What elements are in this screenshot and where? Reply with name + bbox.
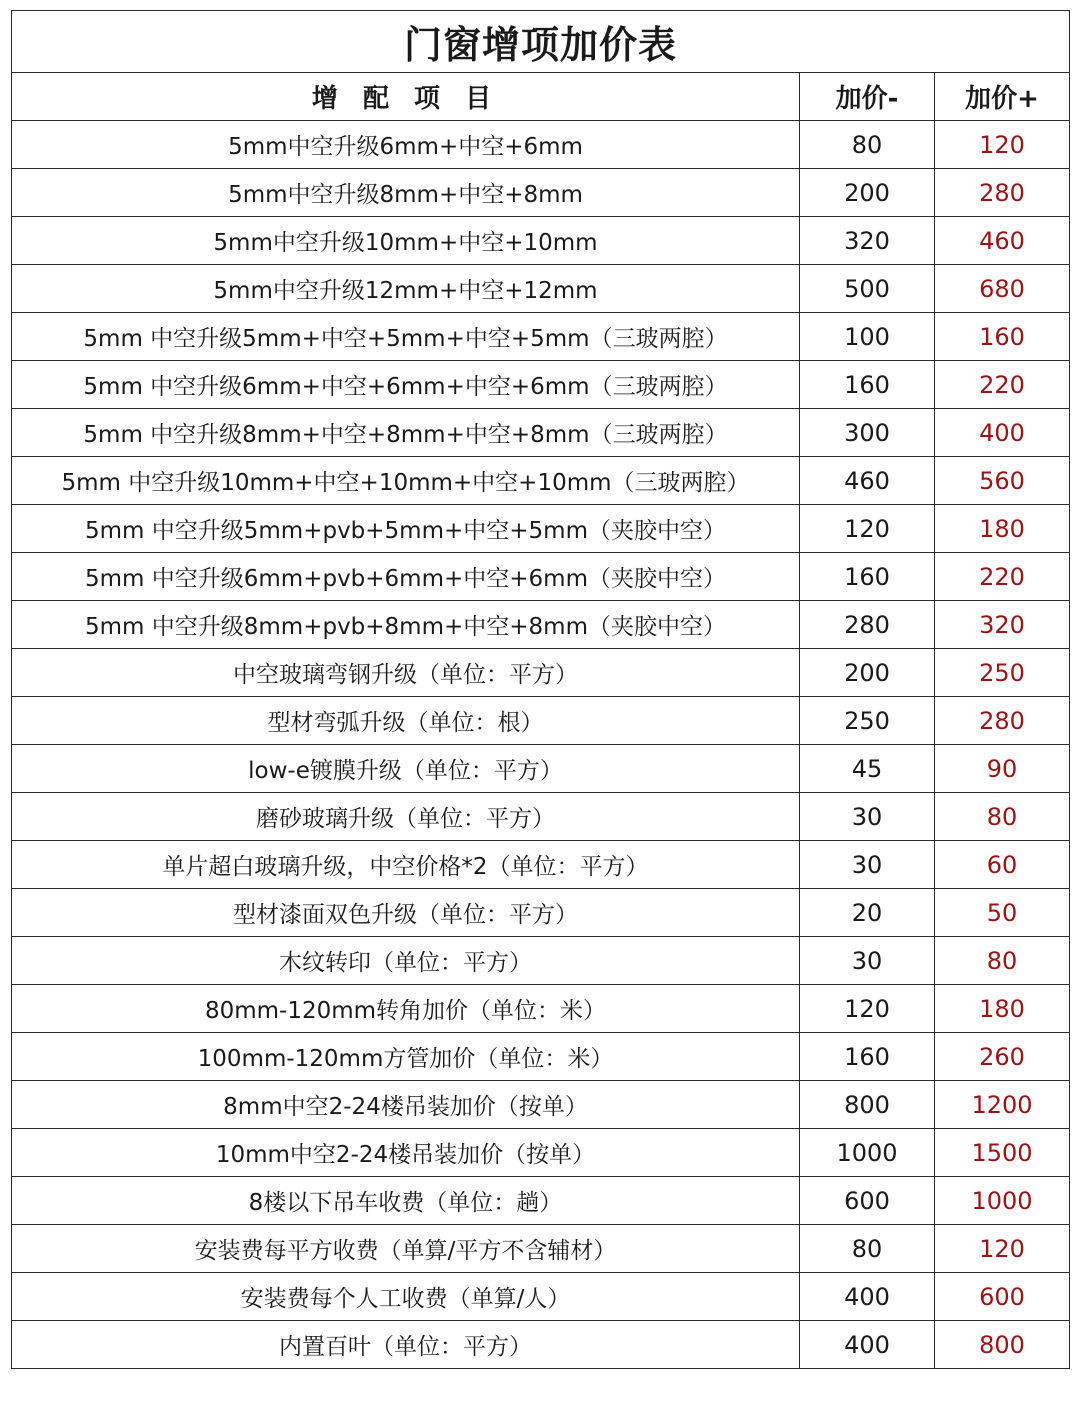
table-title: 门窗增项加价表 [12,11,1070,73]
row-min-price: 300 [800,409,935,457]
row-item: 5mm 中空升级5mm+中空+5mm+中空+5mm（三玻两腔） [12,313,800,361]
row-item: 5mm 中空升级8mm+pvb+8mm+中空+8mm（夹胶中空） [12,601,800,649]
row-item: 5mm 中空升级10mm+中空+10mm+中空+10mm（三玻两腔） [12,457,800,505]
row-item: 5mm 中空升级8mm+中空+8mm+中空+8mm（三玻两腔） [12,409,800,457]
row-min-price: 800 [800,1081,935,1129]
row-max-price: 250 [935,649,1070,697]
row-min-price: 120 [800,505,935,553]
row-item: 5mm 中空升级6mm+pvb+6mm+中空+6mm（夹胶中空） [12,553,800,601]
row-max-price: 180 [935,985,1070,1033]
row-item: 5mm中空升级6mm+中空+6mm [12,121,800,169]
row-item: 5mm 中空升级6mm+中空+6mm+中空+6mm（三玻两腔） [12,361,800,409]
table-row [12,793,1070,841]
row-min-price: 280 [800,601,935,649]
table-row [12,985,1070,1033]
table-body [12,121,1070,1369]
row-max-price: 60 [935,841,1070,889]
table-row [12,121,1070,169]
row-min-price: 320 [800,217,935,265]
row-min-price: 200 [800,169,935,217]
row-min-price: 120 [800,985,935,1033]
table-row [12,409,1070,457]
row-max-price: 280 [935,169,1070,217]
row-min-price: 100 [800,313,935,361]
row-max-price: 260 [935,1033,1070,1081]
table-row [12,361,1070,409]
row-max-price: 460 [935,217,1070,265]
row-max-price: 1200 [935,1081,1070,1129]
row-max-price: 120 [935,1225,1070,1273]
row-min-price: 600 [800,1177,935,1225]
table-row [12,169,1070,217]
row-item: 8楼以下吊车收费（单位：趟） [12,1177,800,1225]
table-row [12,313,1070,361]
row-item: low-e镀膜升级（单位：平方） [12,745,800,793]
row-item: 木纹转印（单位：平方） [12,937,800,985]
row-max-price: 50 [935,889,1070,937]
table-row [12,265,1070,313]
row-item: 5mm中空升级12mm+中空+12mm [12,265,800,313]
table-row [12,697,1070,745]
row-max-price: 180 [935,505,1070,553]
row-max-price: 1500 [935,1129,1070,1177]
row-item: 10mm中空2-24楼吊装加价（按单） [12,1129,800,1177]
row-item: 5mm 中空升级5mm+pvb+5mm+中空+5mm（夹胶中空） [12,505,800,553]
row-item: 单片超白玻璃升级，中空价格*2（单位：平方） [12,841,800,889]
table-header-row [12,73,1070,121]
header-max-price: 加价+ [935,73,1070,121]
row-item: 型材漆面双色升级（单位：平方） [12,889,800,937]
table-row [12,1129,1070,1177]
table-row [12,1081,1070,1129]
table-row [12,889,1070,937]
table-row [12,505,1070,553]
row-max-price: 80 [935,793,1070,841]
row-max-price: 120 [935,121,1070,169]
row-min-price: 500 [800,265,935,313]
table-row [12,745,1070,793]
row-min-price: 45 [800,745,935,793]
price-table [11,10,1070,1369]
table-row [12,457,1070,505]
row-max-price: 220 [935,361,1070,409]
table-row [12,553,1070,601]
row-item: 5mm中空升级8mm+中空+8mm [12,169,800,217]
row-min-price: 80 [800,1225,935,1273]
row-max-price: 90 [935,745,1070,793]
header-min-price: 加价- [800,73,935,121]
row-max-price: 280 [935,697,1070,745]
row-max-price: 80 [935,937,1070,985]
table-row [12,217,1070,265]
row-item: 型材弯弧升级（单位：根） [12,697,800,745]
row-min-price: 1000 [800,1129,935,1177]
row-item: 安装费每个人工收费（单算/人） [12,1273,800,1321]
table-row [12,1321,1070,1369]
table-row [12,1273,1070,1321]
row-max-price: 400 [935,409,1070,457]
row-min-price: 250 [800,697,935,745]
header-item: 增 配 项 目 [12,73,800,121]
row-max-price: 1000 [935,1177,1070,1225]
table-row [12,841,1070,889]
table-row [12,601,1070,649]
row-item: 中空玻璃弯钢升级（单位：平方） [12,649,800,697]
row-min-price: 460 [800,457,935,505]
table-row [12,1033,1070,1081]
row-min-price: 200 [800,649,935,697]
row-min-price: 160 [800,361,935,409]
row-min-price: 30 [800,937,935,985]
row-item: 8mm中空2-24楼吊装加价（按单） [12,1081,800,1129]
row-min-price: 80 [800,121,935,169]
row-item: 安装费每平方收费（单算/平方不含辅材） [12,1225,800,1273]
row-min-price: 20 [800,889,935,937]
table-row [12,1177,1070,1225]
row-max-price: 160 [935,313,1070,361]
row-min-price: 30 [800,793,935,841]
row-max-price: 320 [935,601,1070,649]
table-row [12,1225,1070,1273]
row-max-price: 560 [935,457,1070,505]
row-min-price: 160 [800,553,935,601]
table-row [12,937,1070,985]
row-item: 80mm-120mm转角加价（单位：米） [12,985,800,1033]
row-item: 5mm中空升级10mm+中空+10mm [12,217,800,265]
row-max-price: 680 [935,265,1070,313]
table-row [12,649,1070,697]
row-min-price: 400 [800,1321,935,1369]
row-min-price: 30 [800,841,935,889]
row-item: 内置百叶（单位：平方） [12,1321,800,1369]
row-max-price: 600 [935,1273,1070,1321]
row-max-price: 800 [935,1321,1070,1369]
row-item: 磨砂玻璃升级（单位：平方） [12,793,800,841]
row-min-price: 400 [800,1273,935,1321]
row-item: 100mm-120mm方管加价（单位：米） [12,1033,800,1081]
row-max-price: 220 [935,553,1070,601]
row-min-price: 160 [800,1033,935,1081]
